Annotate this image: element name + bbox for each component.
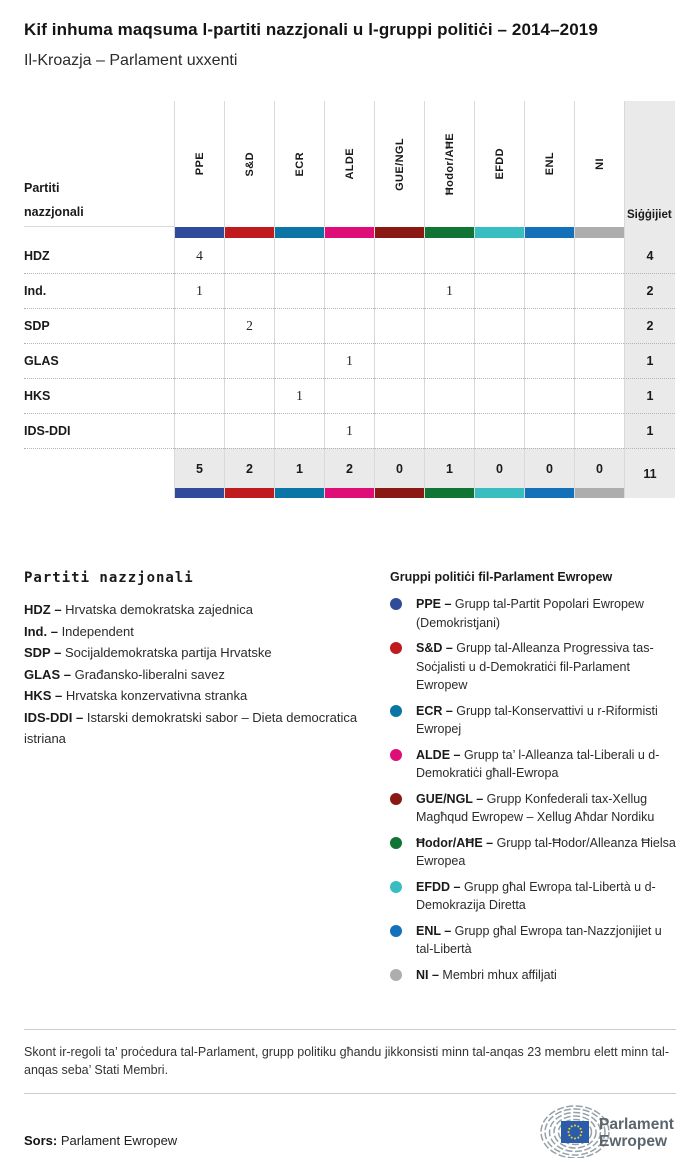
- group-legend-title: Gruppi politiċi fil-Parlament Ewropew: [390, 570, 613, 584]
- distribution-table: [24, 101, 676, 498]
- group-legend-item: [390, 595, 676, 632]
- value-cell-IDS-DDI-NI: [574, 413, 624, 448]
- column-header-ECR: [274, 101, 324, 227]
- total-cell-ENL: 0: [524, 448, 574, 498]
- party-legend-abbr: SDP –: [24, 645, 65, 660]
- source-line: [24, 1133, 177, 1148]
- value-cell-GLAS-ECR: [274, 343, 324, 378]
- value-cell-SDP-GUE/NGL: [374, 308, 424, 343]
- total-color-bar: [375, 488, 424, 498]
- value-cell-HKS-EFDD: [474, 378, 524, 413]
- total-cell-S&D: 2: [224, 448, 274, 498]
- value-cell-Ind.-Ħodor/AĦE: 1: [424, 273, 474, 308]
- group-legend-item: [390, 702, 676, 739]
- value-cell-IDS-DDI-ALDE: 1: [324, 413, 374, 448]
- value-cell-GLAS-GUE/NGL: [374, 343, 424, 378]
- total-cell-PPE: 5: [174, 448, 224, 498]
- party-legend-desc: Hrvatska demokratska zajednica: [65, 602, 254, 617]
- group-color-bar-Ħodor/AĦE: [424, 227, 474, 238]
- total-cell-GUE/NGL: 0: [374, 448, 424, 498]
- value-cell-HKS-S&D: [224, 378, 274, 413]
- value-cell-Ind.-ALDE: [324, 273, 374, 308]
- legend-color-dot-icon: [390, 793, 402, 805]
- total-cell-EFDD: 0: [474, 448, 524, 498]
- value-cell-IDS-DDI-EFDD: [474, 413, 524, 448]
- bar-row-spacer: [24, 227, 174, 238]
- group-legend-desc: Grupp ta’ l-Alleanza tal-Liberali u d-Demokratiċi għall-Ewropa: [416, 747, 660, 780]
- value-cell-GLAS-ENL: [524, 343, 574, 378]
- total-color-bar: [325, 488, 374, 498]
- value-cell-HKS-ENL: [524, 378, 574, 413]
- source-value: Parlament Ewropew: [60, 1133, 178, 1149]
- value-cell-HKS-Ħodor/AĦE: [424, 378, 474, 413]
- seats-cell-SDP: 2: [624, 308, 675, 343]
- legend-color-dot-icon: [390, 705, 402, 717]
- page-title: Kif inhuma maqsuma l-partiti nazzjonali u l-gruppi politiċi – 2014–2019: [24, 20, 598, 39]
- value-cell-HDZ-Ħodor/AĦE: [424, 238, 474, 273]
- value-cell-IDS-DDI-GUE/NGL: [374, 413, 424, 448]
- group-color-bar-GUE/NGL: [374, 227, 424, 238]
- party-label: IDS-DDI: [24, 413, 174, 448]
- source-label: Sors:: [24, 1133, 58, 1149]
- value-cell-SDP-Ħodor/AĦE: [424, 308, 474, 343]
- legend-color-dot-icon: [390, 837, 402, 849]
- party-legend-abbr: GLAS –: [24, 666, 75, 682]
- party-label: SDP: [24, 308, 174, 343]
- value-cell-HDZ-NI: [574, 238, 624, 273]
- total-color-bar: [175, 488, 224, 498]
- group-color-bar-EFDD: [474, 227, 524, 238]
- value-cell-HDZ-ECR: [274, 238, 324, 273]
- party-legend-item: [24, 599, 376, 621]
- value-cell-SDP-ALDE: [324, 308, 374, 343]
- party-label: GLAS: [24, 343, 174, 378]
- party-legend-item: [24, 685, 376, 707]
- party-legend-desc: Istarski demokratski sabor – Dieta democratica istriana: [24, 709, 358, 746]
- value-cell-HKS-ECR: 1: [274, 378, 324, 413]
- group-legend-abbr: GUE/NGL –: [416, 791, 487, 806]
- column-header-NI: [574, 101, 624, 227]
- value-cell-Ind.-NI: [574, 273, 624, 308]
- value-cell-HDZ-PPE: 4: [174, 238, 224, 273]
- party-legend-items: [24, 599, 376, 750]
- value-cell-GLAS-EFDD: [474, 343, 524, 378]
- column-header-label: EFDD: [493, 148, 506, 180]
- column-header-label: S&D: [243, 151, 256, 177]
- value-cell-SDP-EFDD: [474, 308, 524, 343]
- group-legend-desc: Grupp għal Ewropa tal-Libertà u d-Demokrazija Diretta: [416, 879, 656, 912]
- column-header-label: PPE: [193, 152, 206, 176]
- legend-color-dot-icon: [390, 642, 402, 654]
- group-color-bar-ECR: [274, 227, 324, 238]
- ep-logo-text-1: Parlament: [599, 1116, 674, 1134]
- footnote: Skont ir-regoli ta’ proċedura tal-Parlament, grupp politiku għandu jikkonsisti minn tal-anqas 23 membru elett minn tal-anqas seba’ Stati Membri.: [24, 1045, 669, 1078]
- legend-color-dot-icon: [390, 925, 402, 937]
- value-cell-GLAS-ALDE: 1: [324, 343, 374, 378]
- legend-color-dot-icon: [390, 598, 402, 610]
- column-header-PPE: [174, 101, 224, 227]
- group-legend-items: [390, 595, 676, 984]
- party-legend-desc: Independent: [61, 623, 134, 639]
- group-legend-item: [390, 922, 676, 959]
- group-legend-desc: Grupp tal-Partit Popolari Ewropew (Demokristjani): [416, 597, 644, 630]
- eu-flag-icon: [561, 1121, 589, 1143]
- party-label: HDZ: [24, 248, 50, 263]
- group-color-bar-ALDE: [324, 227, 374, 238]
- value-cell-SDP-ENL: [524, 308, 574, 343]
- group-color-bar-S&D: [224, 227, 274, 238]
- group-legend-item: [390, 834, 676, 871]
- table-row-header: [24, 101, 174, 227]
- divider: [24, 1029, 676, 1030]
- column-header-label: ECR: [293, 151, 306, 177]
- column-header-label: Ħodor/AĦE: [443, 132, 456, 196]
- total-cell-NI: 0: [574, 448, 624, 498]
- group-color-bar-ENL: [524, 227, 574, 238]
- value-cell-SDP-PPE: [174, 308, 224, 343]
- european-parliament-logo: [526, 1102, 676, 1158]
- seats-cell-GLAS: 1: [624, 343, 675, 378]
- party-legend: [24, 570, 376, 991]
- seats-column-header: Siġġijiet: [624, 101, 675, 227]
- ep-logo-icon: [526, 1102, 676, 1158]
- total-color-bar: [575, 488, 624, 498]
- party-legend-abbr: HDZ –: [24, 602, 66, 617]
- value-cell-HDZ-ALDE: [324, 238, 374, 273]
- column-header-ALDE: [324, 101, 374, 227]
- group-legend-abbr: EFDD –: [416, 879, 464, 894]
- seats-cell-Ind.: 2: [624, 273, 675, 308]
- party-label: Ind.: [24, 273, 174, 308]
- legend-color-dot-icon: [390, 969, 402, 981]
- value-cell-GLAS-NI: [574, 343, 624, 378]
- total-color-bar: [275, 488, 324, 498]
- value-cell-SDP-ECR: [274, 308, 324, 343]
- group-legend-desc: Membri mhux affiljati: [442, 967, 557, 982]
- party-legend-abbr: Ind. –: [24, 623, 62, 639]
- group-color-bar-NI: [574, 227, 624, 238]
- group-legend-abbr: ECR –: [416, 703, 457, 718]
- seats-cell-HDZ: 4: [624, 238, 675, 273]
- total-color-bar: [425, 488, 474, 498]
- column-header-S&D: [224, 101, 274, 227]
- total-seats-cell: 11: [624, 448, 675, 498]
- group-legend-desc: Grupp tal-Ħodor/Alleanza Ħielsa Ewropea: [416, 835, 676, 868]
- total-color-bar: [225, 488, 274, 498]
- seats-cell-HKS: 1: [624, 378, 675, 413]
- total-color-bar: [475, 488, 524, 498]
- column-header-EFDD: [474, 101, 524, 227]
- value-cell-Ind.-EFDD: [474, 273, 524, 308]
- total-color-bar: [525, 488, 574, 498]
- group-legend-desc: Grupp tal-Alleanza Progressiva tas-Soċjalisti u d-Demokratiċi fil-Parlament Ewropew: [416, 641, 654, 692]
- group-legend-abbr: S&D –: [416, 641, 457, 655]
- value-cell-Ind.-GUE/NGL: [374, 273, 424, 308]
- party-label: HKS: [24, 378, 174, 413]
- value-cell-HKS-ALDE: [324, 378, 374, 413]
- party-legend-item: [24, 621, 376, 643]
- legends: [24, 570, 676, 991]
- party-legend-abbr: IDS-DDI –: [24, 709, 87, 725]
- value-cell-HKS-PPE: [174, 378, 224, 413]
- total-cell-Ħodor/AĦE: 1: [424, 448, 474, 498]
- group-legend-desc: Grupp tal-Konservattivi u r-Riformisti Ewropej: [416, 703, 658, 736]
- group-legend-abbr: Ħodor/AĦE –: [416, 835, 497, 850]
- column-header-Ħodor/AĦE: [424, 101, 474, 227]
- value-cell-Ind.-PPE: 1: [174, 273, 224, 308]
- group-legend-item: [390, 966, 676, 985]
- value-cell-IDS-DDI-ECR: [274, 413, 324, 448]
- value-cell-HDZ-EFDD: [474, 238, 524, 273]
- value-cell-GLAS-PPE: [174, 343, 224, 378]
- party-legend-desc: Građansko-liberalni savez: [74, 666, 225, 682]
- group-legend-abbr: ALDE –: [416, 747, 464, 762]
- totals-row-spacer: [24, 448, 174, 498]
- total-cell-ECR: 1: [274, 448, 324, 498]
- seats-cell-IDS-DDI: 1: [624, 413, 675, 448]
- group-legend-item: [390, 746, 676, 783]
- group-legend-desc: Grupp għal Ewropa tan-Nazzjonijiet u tal-Libertà: [416, 923, 662, 956]
- column-header-label: ALDE: [343, 148, 356, 180]
- legend-color-dot-icon: [390, 749, 402, 761]
- column-header-label: NI: [593, 158, 606, 170]
- seats-bar-spacer: [624, 227, 675, 238]
- row-header-label: Partiti nazzjonali: [24, 181, 84, 219]
- value-cell-HKS-NI: [574, 378, 624, 413]
- value-cell-SDP-NI: [574, 308, 624, 343]
- value-cell-IDS-DDI-PPE: [174, 413, 224, 448]
- value-cell-HKS-GUE/NGL: [374, 378, 424, 413]
- value-cell-SDP-S&D: 2: [224, 308, 274, 343]
- page-subtitle: Il-Kroazja – Parlament uxxenti: [24, 52, 238, 69]
- value-cell-HDZ-ENL: [524, 238, 574, 273]
- party-legend-desc: Socijaldemokratska partija Hrvatske: [64, 645, 272, 660]
- legend-color-dot-icon: [390, 881, 402, 893]
- divider: [24, 1093, 676, 1094]
- column-header-label: GUE/NGL: [393, 137, 406, 191]
- value-cell-Ind.-S&D: [224, 273, 274, 308]
- total-cell-ALDE: 2: [324, 448, 374, 498]
- value-cell-HDZ-S&D: [224, 238, 274, 273]
- party-legend-item: [24, 664, 376, 686]
- party-legend-title: Partiti nazzjonali: [24, 570, 194, 586]
- group-color-bar-PPE: [174, 227, 224, 238]
- ep-logo-text-2: Ewropew: [599, 1133, 668, 1151]
- party-legend-item: [24, 642, 376, 664]
- party-legend-abbr: HKS –: [24, 688, 66, 703]
- group-legend-item: [390, 790, 676, 827]
- group-legend-abbr: PPE –: [416, 597, 455, 611]
- group-legend: [390, 570, 676, 991]
- party-legend-item: [24, 707, 376, 750]
- value-cell-Ind.-ECR: [274, 273, 324, 308]
- group-legend-abbr: NI –: [416, 967, 443, 982]
- value-cell-GLAS-Ħodor/AĦE: [424, 343, 474, 378]
- value-cell-IDS-DDI-ENL: [524, 413, 574, 448]
- party-legend-desc: Hrvatska konzervativna stranka: [65, 688, 248, 703]
- value-cell-HDZ-GUE/NGL: [374, 238, 424, 273]
- value-cell-IDS-DDI-Ħodor/AĦE: [424, 413, 474, 448]
- group-legend-abbr: ENL –: [416, 923, 455, 938]
- source-row: [24, 1102, 676, 1172]
- column-header-ENL: [524, 101, 574, 227]
- column-header-GUE/NGL: [374, 101, 424, 227]
- group-legend-item: [390, 639, 676, 695]
- column-header-label: ENL: [543, 152, 556, 176]
- value-cell-Ind.-ENL: [524, 273, 574, 308]
- value-cell-GLAS-S&D: [224, 343, 274, 378]
- value-cell-IDS-DDI-S&D: [224, 413, 274, 448]
- group-legend-desc: Grupp Konfederali tax-Xellug Magħqud Ewropew – Xellug Aħdar Nordiku: [416, 791, 655, 824]
- group-legend-item: [390, 878, 676, 915]
